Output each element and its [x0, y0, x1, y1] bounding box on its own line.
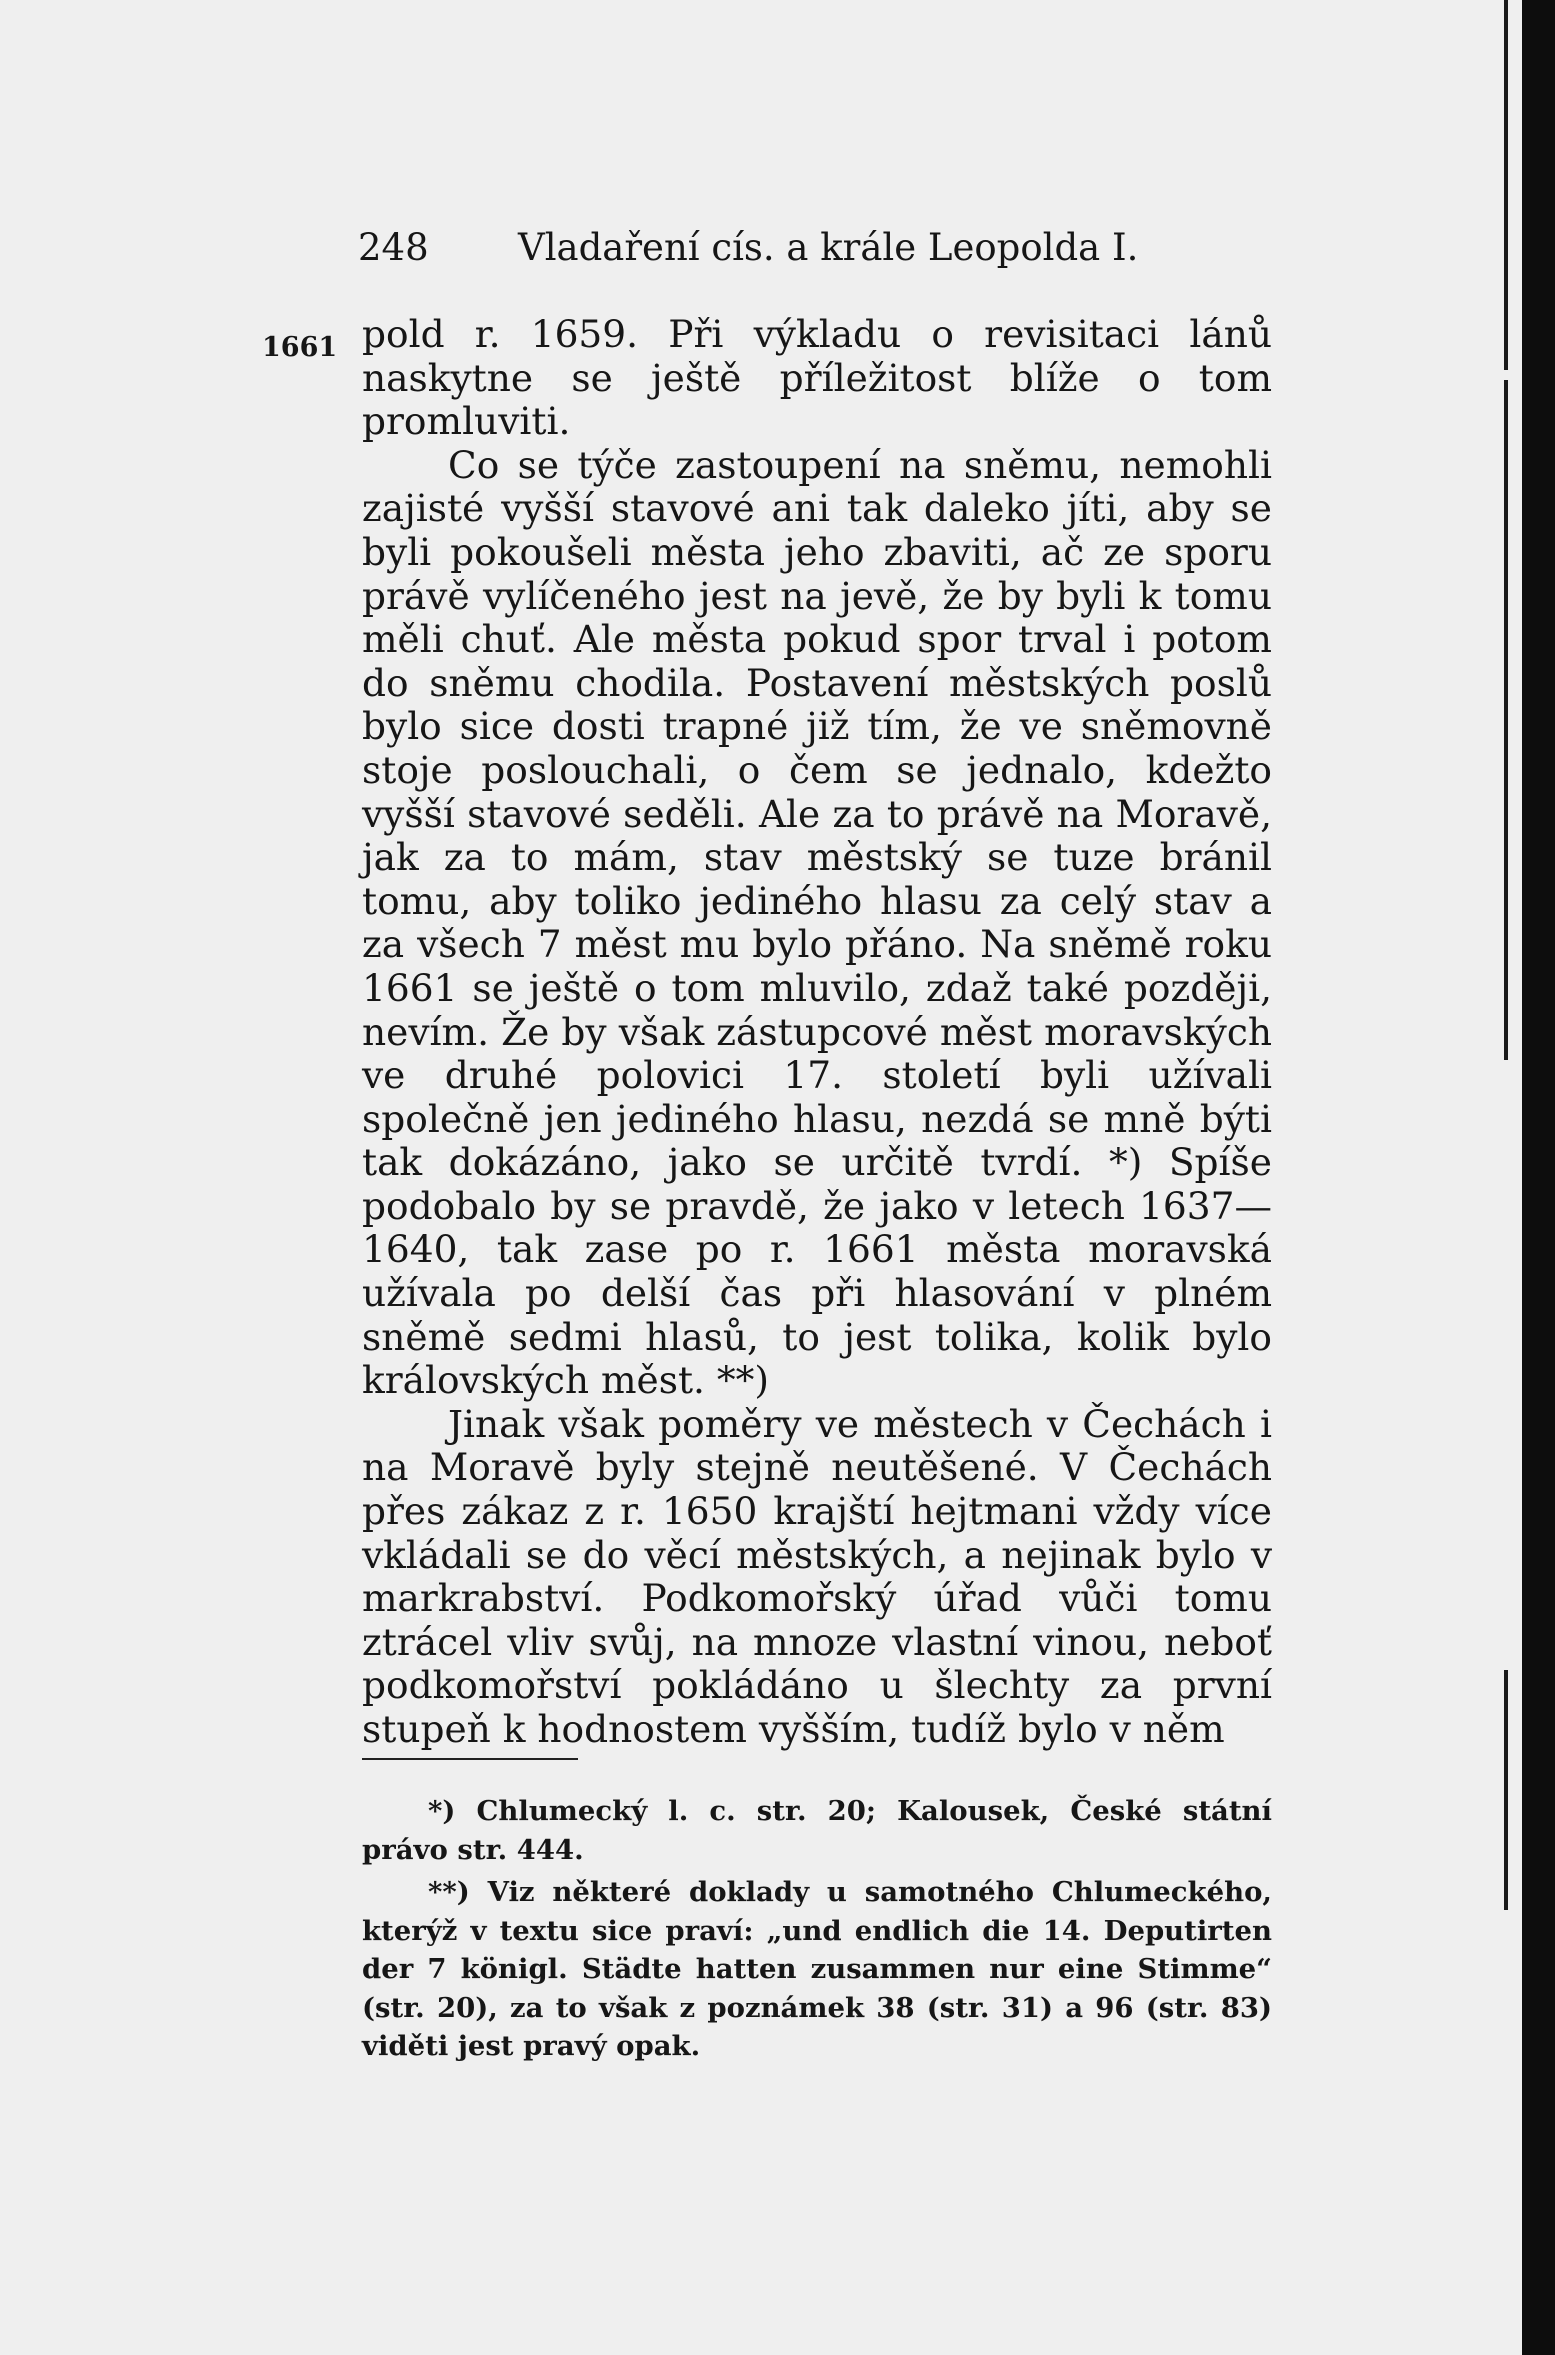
body-text — [362, 313, 1272, 1752]
paragraph: pold r. 1659. Při výkladu o revisitaci lánů naskytne se ještě příležitost blíže o tom promluviti. — [362, 312, 1272, 444]
page-number: 248 — [358, 226, 429, 269]
margin-year-note: 1661 — [262, 332, 338, 363]
paragraph: Co se týče zastoupení na sněmu, nemohli zajisté vyšší stavové ani tak daleko jíti, aby se byli pokoušeli města jeho zbaviti, ač ze sporu právě vylíčeného jest na jevě, že by byli k tomu měli chuť. Ale města pokud spor trval i potom do sněmu chodila. Postavení městských poslů bylo sice dosti trapné již tím, že ve sněmovně stoje poslouchali, o čem se jednalo, kdežto vyšší stavové seděli. Ale za to právě na Moravě, jak za to mám, stav městský se tuze bránil tomu, aby toliko jediného hlasu za celý stav a za všech 7 měst mu bylo přáno. Na sněmě roku 1661 se ještě o tom mluvilo, zdaž také později, nevím. Že by však zástupcové měst moravských ve druhé polovici 17. století byli užívali společně jen jediného hlasu, nezdá se mně býti tak dokázáno, jako se určitě tvrdí. *) Spíše podobalo by se pravdě, že jako v letech 1637—1640, tak zase po r. 1661 města moravská užívala po delší čas při hlasování v plném sněmě sedmi hlasů, to jest tolika, kolik bylo královských měst. **) — [362, 442, 1272, 1403]
page-edge-shadow — [1504, 1670, 1508, 1910]
footnote: *) Chlumecký l. c. str. 20; Kalousek, České státní právo str. 444. — [362, 1795, 1272, 1866]
footnotes — [362, 1792, 1272, 2066]
running-title: Vladaření cís. a krále Leopolda I. — [518, 226, 1139, 269]
page-edge-shadow — [1504, 380, 1508, 1060]
page-edge-shadow — [1504, 0, 1508, 370]
running-header — [358, 226, 1278, 269]
footnote-divider — [362, 1758, 578, 1760]
paragraph: Jinak však poměry ve městech v Čechách i na Moravě byly stejně neutěšené. V Čechách přes zákaz z r. 1650 krajští hejtmani vždy více vkládali se do věcí městských, a nejinak bylo v markrabství. Podkomořský úřad vůči tomu ztrácel vliv svůj, na mnoze vlastní vinou, neboť podkomořství pokládáno u šlechty za první stupeň k hodnostem vyšším, tudíž bylo v něm — [362, 1401, 1272, 1751]
footnote: **) Viz některé doklady u samotného Chlumeckého, kterýž v textu sice praví: „und endlich die 14. Deputirten der 7 königl. Städte hatten zusammen nur eine Stimme“ (str. 20), za to však z poznámek 38 (str. 31) a 96 (str. 83) viděti jest pravý opak. — [362, 1876, 1272, 2062]
